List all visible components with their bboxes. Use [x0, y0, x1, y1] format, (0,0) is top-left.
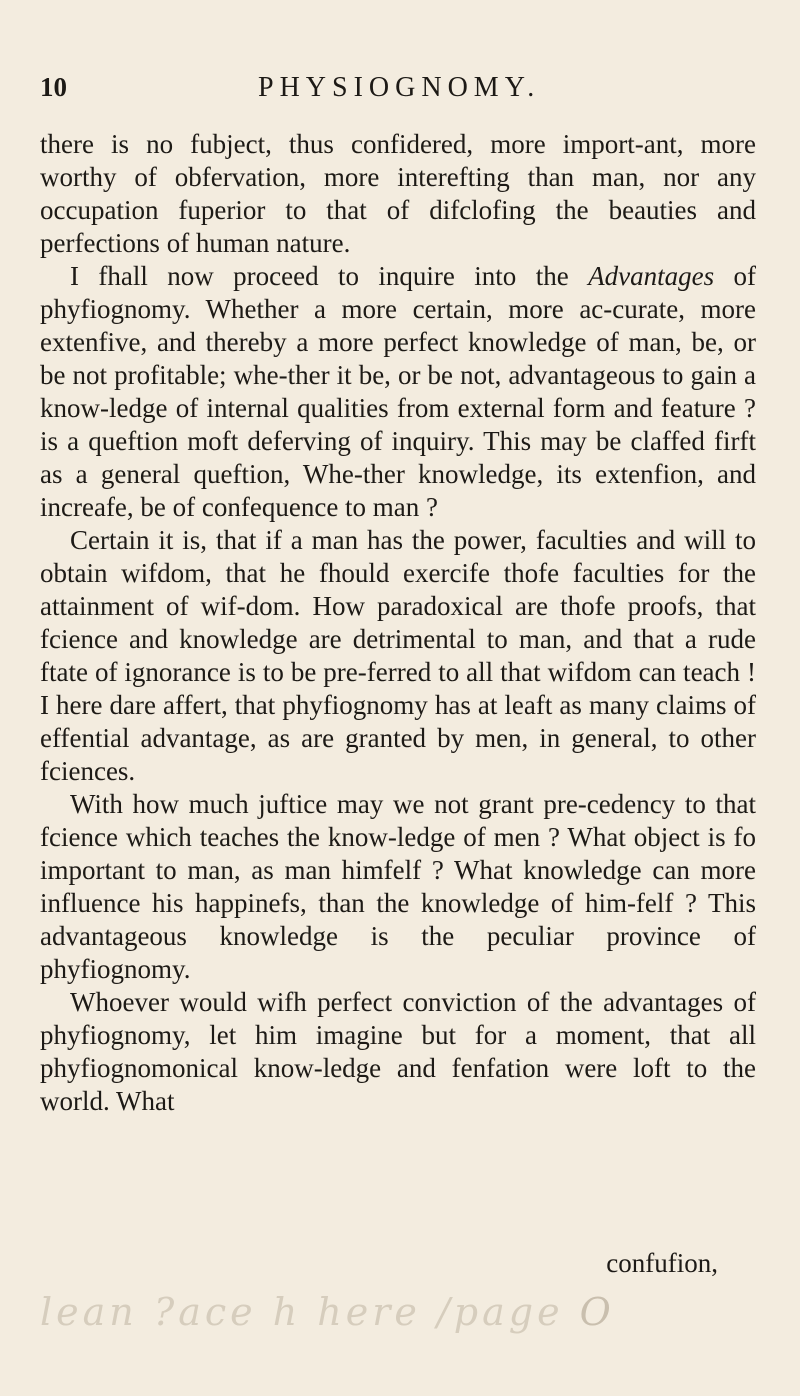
paragraph: there is no fubject, thus confidered, more import-ant, more worthy of obfervation, more interefting than man, nor any occupation fuperior to that of difclofing the beauties and perfections of human nature.: [40, 129, 756, 258]
running-head: PHYSIOGNOMY.: [258, 72, 541, 103]
page-number: 10: [40, 72, 67, 102]
page-header: [40, 72, 760, 116]
paragraph: Whoever would wifh perfect conviction of the advantages of phyfiognomy, let him imagine but for a moment, that all phyfiognomonical know-ledge and fenfation were loft to the world. What: [40, 987, 756, 1116]
paragraph: I fhall now proceed to inquire into the Advantages of phyfiognomy. Whether a more certain, more ac-curate, more extenfive, and thereby a more perfect knowledge of man, be, or be not profitable; whe-ther it be, or be not, advantageous to gain a know-ledge of internal qualities from external form and feature ? is a queftion moft deferving of inquiry. This may be claffed firft as a general queftion, Whe-ther knowledge, its extenfion, and increafe, be of confequence to man ?: [40, 261, 756, 522]
handwritten-note: lean ?ace h here /page: [40, 1290, 564, 1334]
catchword: confufion,: [606, 1248, 718, 1278]
italic-term: Advantages: [588, 261, 715, 291]
paragraph: With how much juftice may we not grant pre-cedency to that fcience which teaches the know-ledge of men ? What object is fo important to man, as man himfelf ? What knowledge can more influence his happinefs, than the knowledge of him-felf ? This advantageous knowledge is the peculiar province of phyfiognomy.: [40, 789, 756, 984]
paragraph: Certain it is, that if a man has the power, faculties and will to obtain wifdom, that he fhould exercife thofe faculties for the attainment of wif-dom. How paradoxical are thofe proofs, that fcience and knowledge are detrimental to man, and that a rude ftate of ignorance is to be pre-ferred to all that wifdom can teach ! I here dare affert, that phyfiognomy has at leaft as many claims of effential advantage, as are granted by men, in general, to other fciences.: [40, 525, 756, 786]
body-text: [40, 128, 756, 1118]
faded-handwriting: [40, 1290, 770, 1350]
handwritten-mark: O: [579, 1290, 615, 1334]
